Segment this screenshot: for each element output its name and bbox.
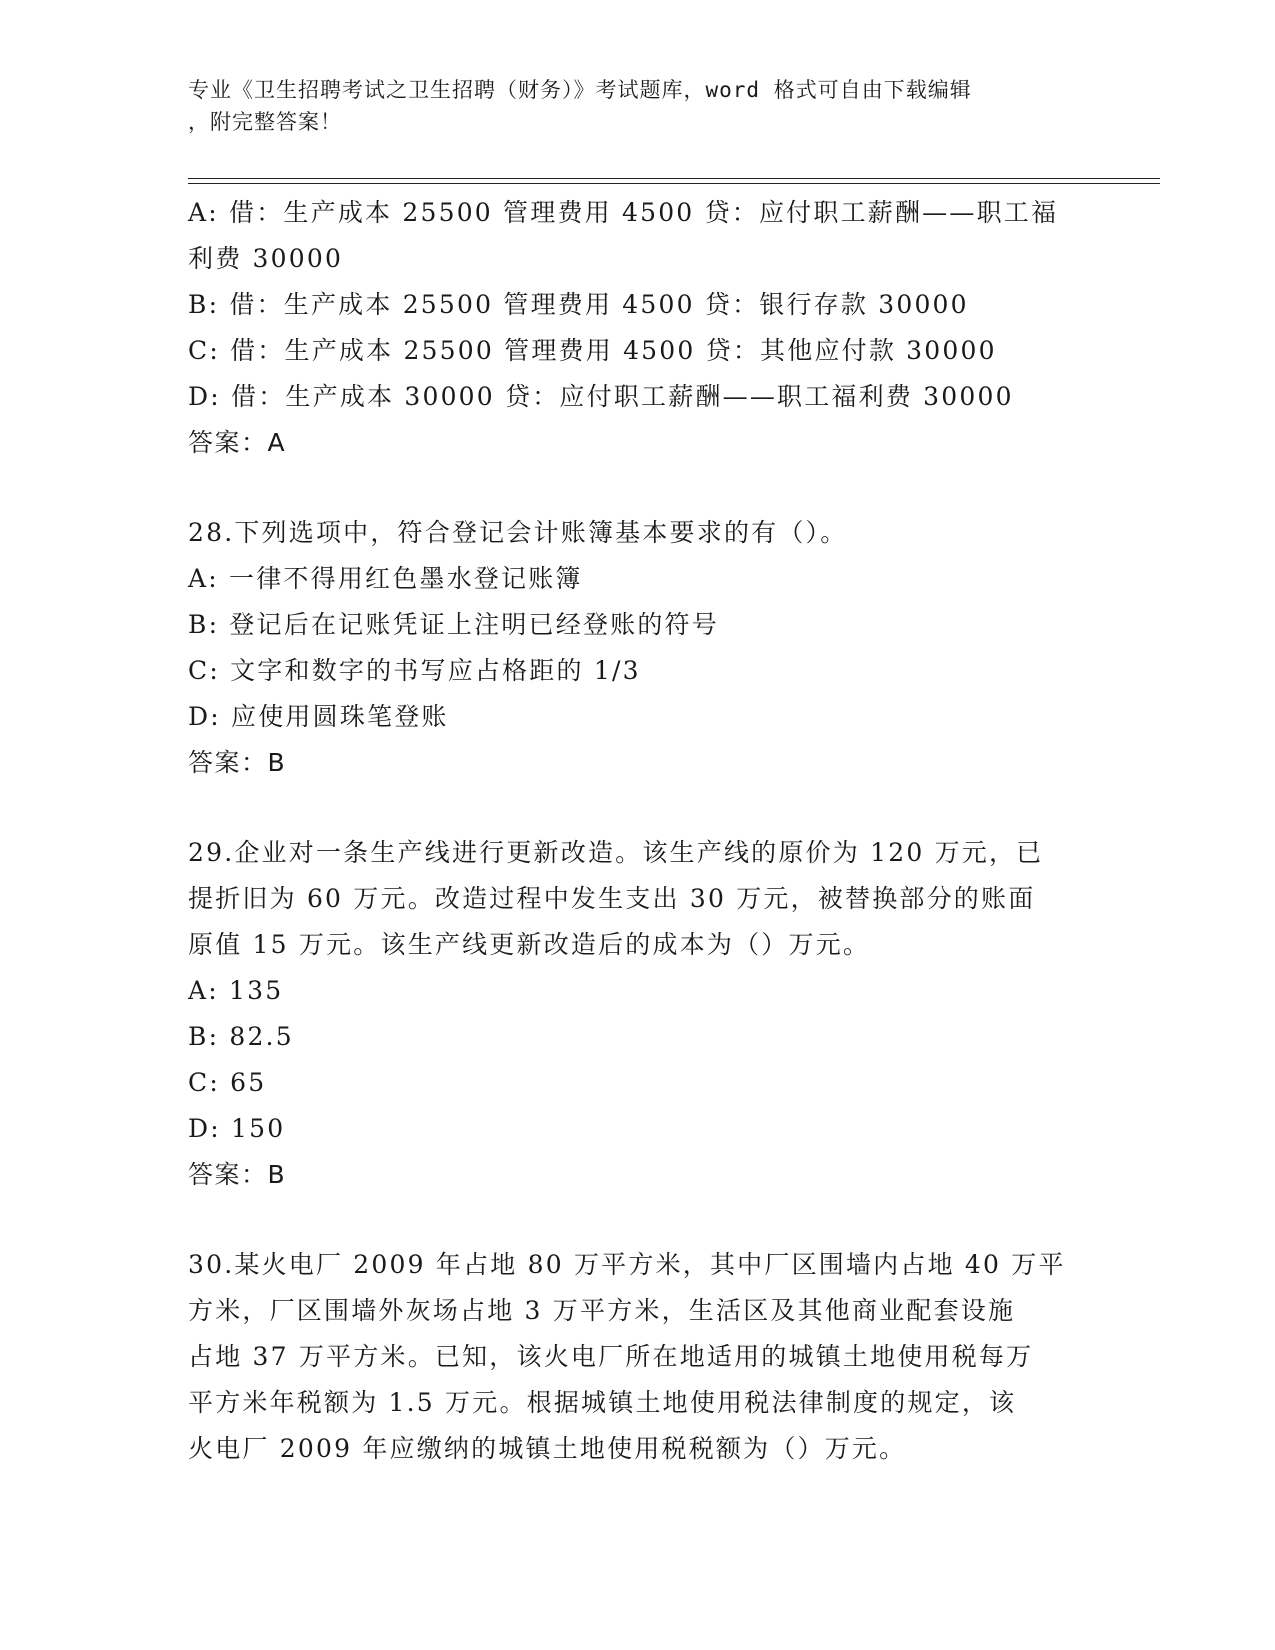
question-stem-line-2: 提折旧为 60 万元。改造过程中发生支出 30 万元，被替换部分的账面 [188,884,1036,913]
option-a: A: 135 [188,976,284,1005]
answer-label: 答案：B [188,1160,287,1189]
spacer [188,786,1088,830]
answer-label: 答案：B [188,748,287,777]
answer-label: 答案：A [188,428,287,457]
question-stem-line-1: 30.某火电厂 2009 年占地 80 万平方米，其中厂区围墙内占地 40 万平 [188,1250,1066,1279]
document-header [188,74,1068,138]
option-b: B: 借：生产成本 25500 管理费用 4500 贷：银行存款 30000 [188,290,969,319]
question-stem-line-5: 火电厂 2009 年应缴纳的城镇土地使用税税额为（）万元。 [188,1434,907,1463]
header-title-line-2: ，附完整答案！ [188,110,342,134]
header-divider-bottom [188,183,1160,184]
option-a: A: 借：生产成本 25500 管理费用 4500 贷：应付职工薪酬——职工福 [188,198,1059,227]
question-stem-line-4: 平方米年税额为 1.5 万元。根据城镇土地使用税法律制度的规定，该 [188,1388,1017,1417]
question-stem-line-3: 占地 37 万平方米。已知，该火电厂所在地适用的城镇土地使用税每万 [188,1342,1034,1371]
question-28-block [188,510,1088,786]
question-29-block [188,830,1088,1198]
option-a: A: 一律不得用红色墨水登记账簿 [188,564,583,593]
option-c: C: 65 [188,1068,267,1097]
header-divider-top [188,178,1160,179]
spacer [188,1198,1088,1242]
option-a-continued: 利费 30000 [188,244,344,273]
option-c: C: 文字和数字的书写应占格距的 1/3 [188,656,641,685]
option-d: D: 应使用圆珠笔登账 [188,702,449,731]
option-d: D: 150 [188,1114,286,1143]
question-stem: 28.下列选项中，符合登记会计账簿基本要求的有（）。 [188,518,848,547]
header-title-line-1: 专业《卫生招聘考试之卫生招聘（财务）》考试题库，word 格式可自由下载编辑 [188,78,972,102]
option-b: B: 82.5 [188,1022,294,1051]
option-b: B: 登记后在记账凭证上注明已经登账的符号 [188,610,719,639]
question-content [188,190,1088,1472]
option-c: C: 借：生产成本 25500 管理费用 4500 贷：其他应付款 30000 [188,336,997,365]
question-stem-line-3: 原值 15 万元。该生产线更新改造后的成本为（）万元。 [188,930,871,959]
question-stem-line-2: 方米，厂区围墙外灰场占地 3 万平方米，生活区及其他商业配套设施 [188,1296,1016,1325]
previous-question-block [188,190,1088,466]
question-30-block [188,1242,1088,1472]
spacer [188,466,1088,510]
question-stem-line-1: 29.企业对一条生产线进行更新改造。该生产线的原价为 120 万元，已 [188,838,1044,867]
option-d: D: 借：生产成本 30000 贷：应付职工薪酬——职工福利费 30000 [188,382,1014,411]
